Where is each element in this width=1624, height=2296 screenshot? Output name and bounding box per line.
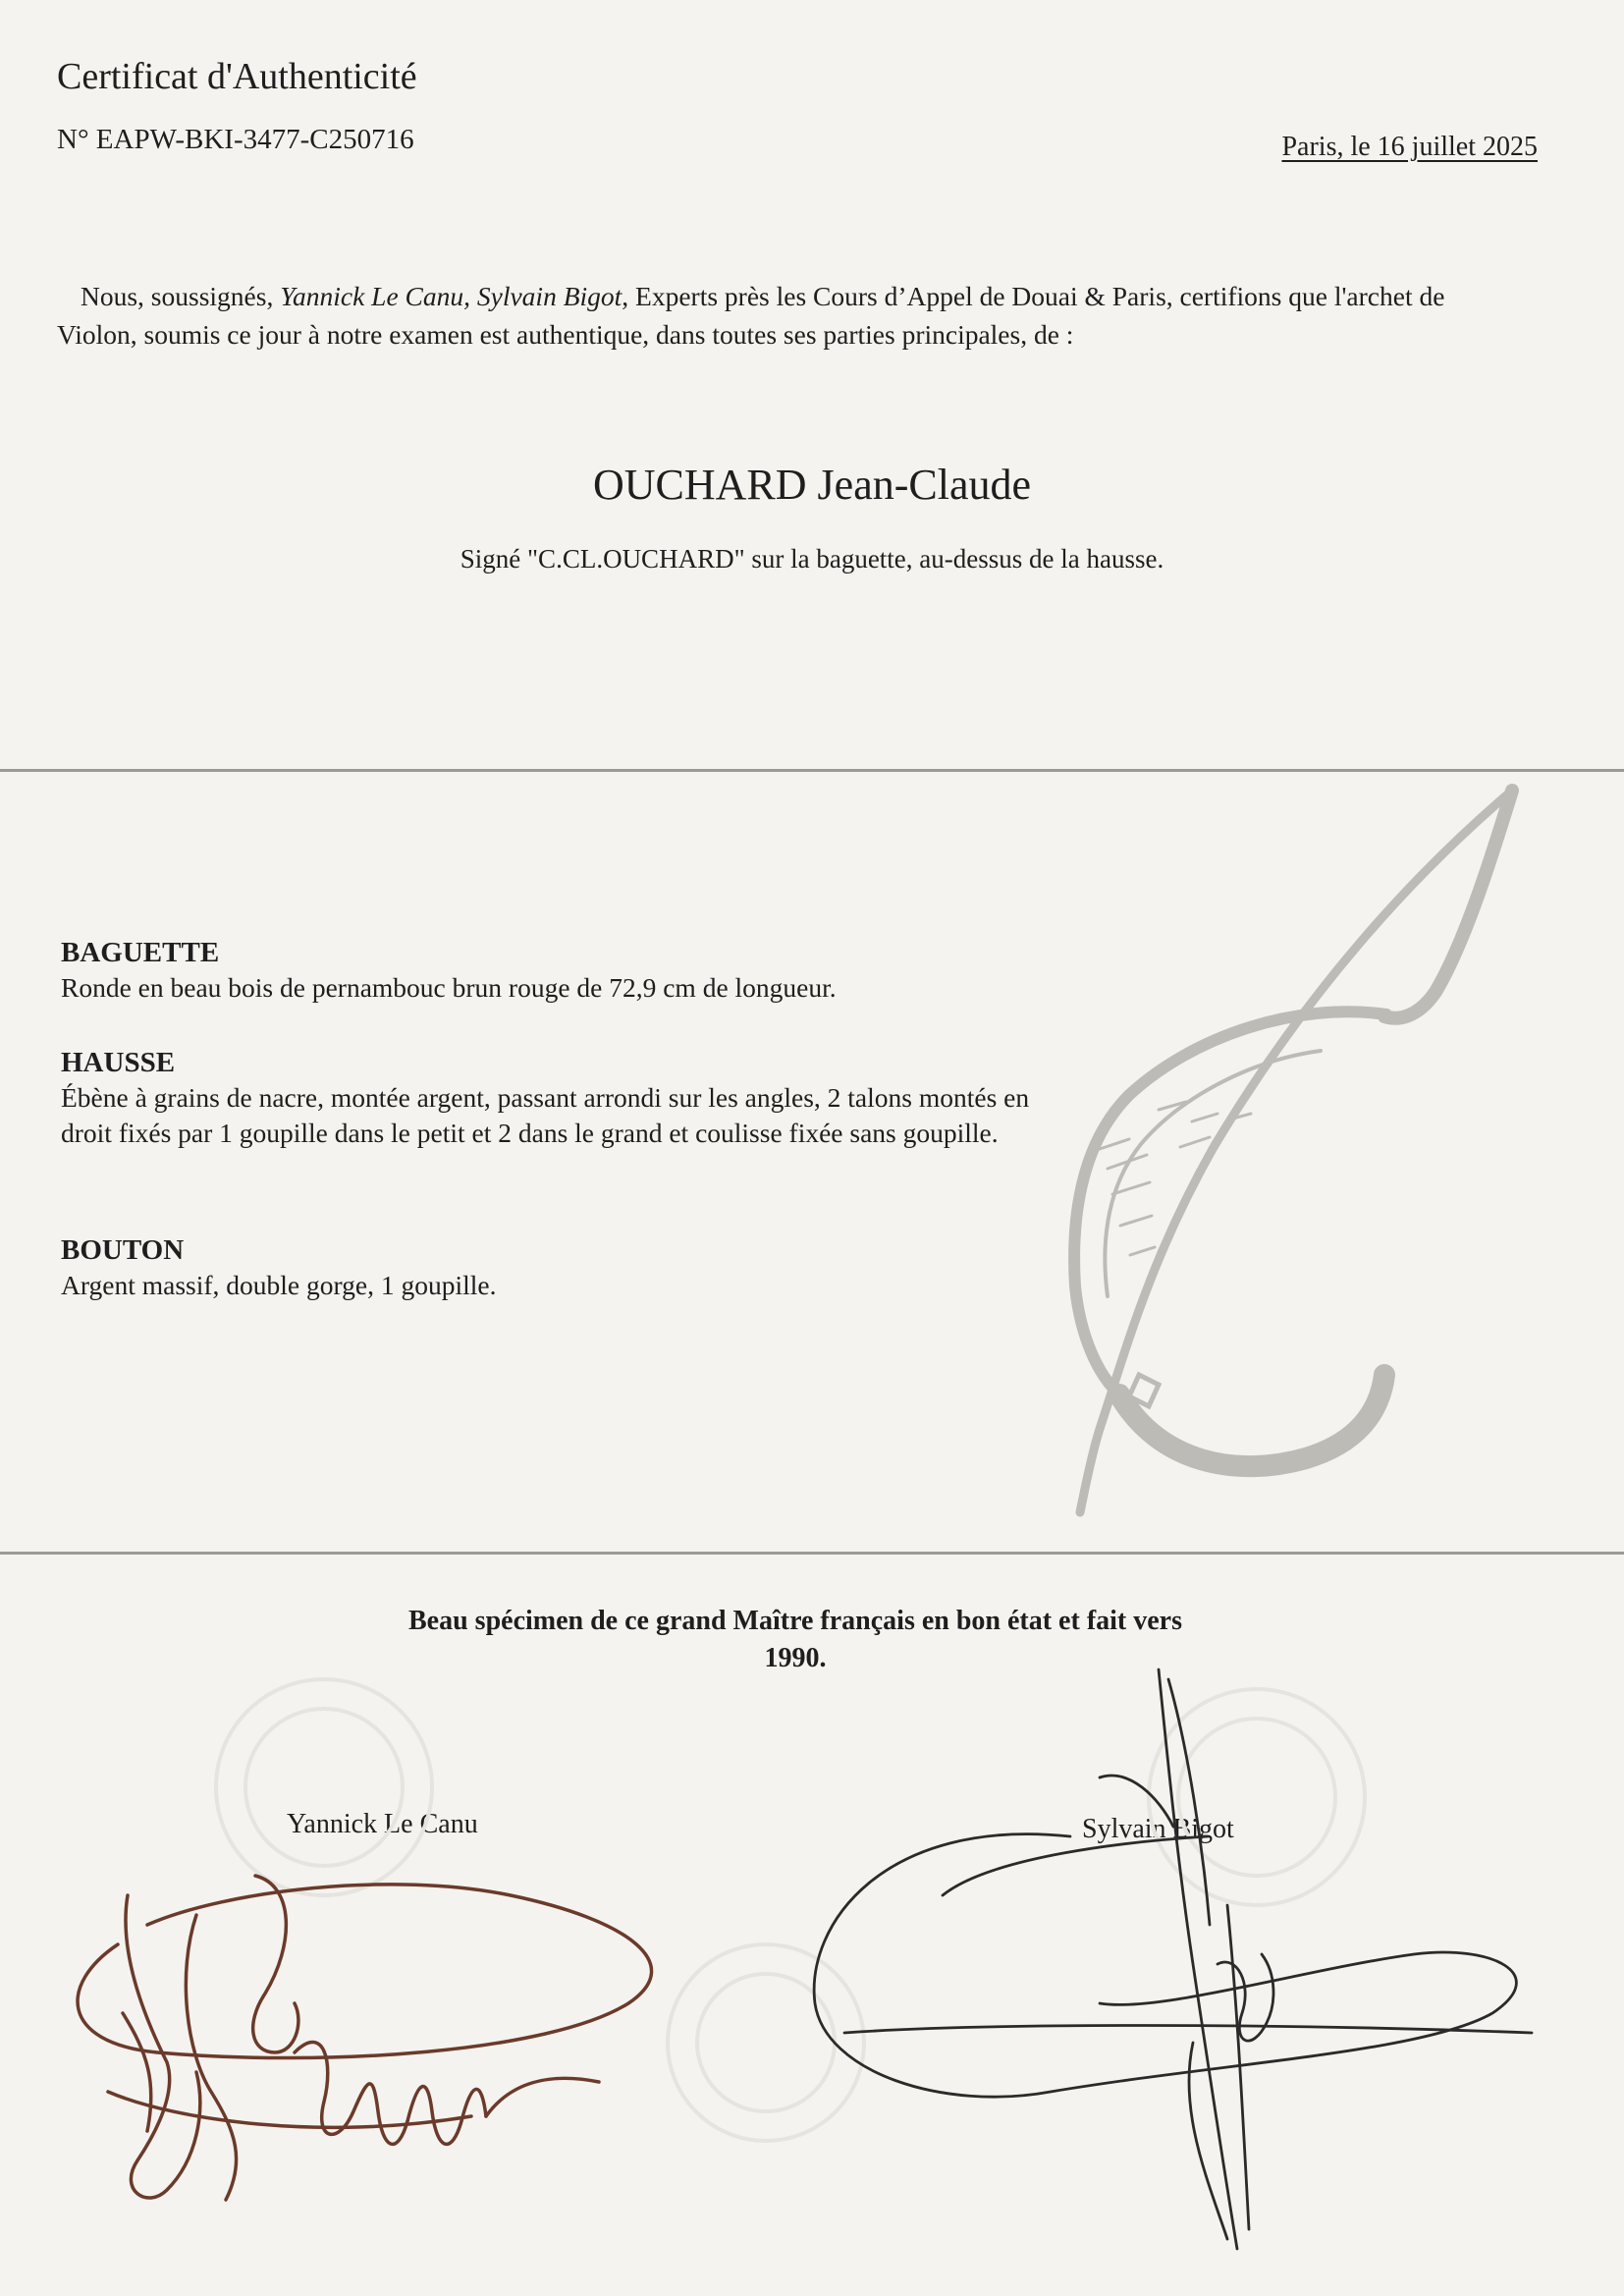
expert-names: Yannick Le Canu, Sylvain Bigot [280, 281, 623, 311]
signer-name-right: Sylvain Bigot [1082, 1814, 1234, 1844]
section-heading: HAUSSE [61, 1047, 176, 1078]
maker-name: OUCHARD Jean-Claude [592, 461, 1032, 509]
intro-suffix: , Experts près les Cours d’Appel de Douai & Paris, certifions que l'archet de Violon, soumis ce jour à notre examen est authentique, dans toutes ses parties principales, de : [57, 281, 1445, 350]
intro-prefix: Nous, soussignés, [81, 281, 281, 311]
signature-note: Signé "C.CL.OUCHARD" sur la baguette, au-dessus de la hausse. [460, 544, 1164, 574]
section-heading: BAGUETTE [61, 937, 220, 968]
certificate-number: N° EAPW-BKI-3477-C250716 [57, 124, 414, 155]
conclusion-line1: Beau spécimen de ce grand Maître français en bon état et fait vers [408, 1606, 1182, 1636]
certificate-title: Certificat d'Authenticité [57, 56, 417, 97]
section-text: Argent massif, double gorge, 1 goupille. [61, 1270, 497, 1300]
conclusion-line2: 1990. [764, 1643, 827, 1673]
section-text: Ébène à grains de nacre, montée argent, passant arrondi sur les angles, 2 talons montés en droit fixés par 1 goupille dans le petit et 2 dans le grand et coulisse fixée sans goupille. [61, 1082, 1030, 1148]
section-text: Ronde en beau bois de pernambouc brun rouge de 72,9 cm de longueur. [61, 972, 837, 1003]
section-heading: BOUTON [61, 1234, 185, 1266]
signer-name-left: Yannick Le Canu [287, 1809, 478, 1839]
place-date: Paris, le 16 juillet 2025 [1281, 132, 1538, 162]
